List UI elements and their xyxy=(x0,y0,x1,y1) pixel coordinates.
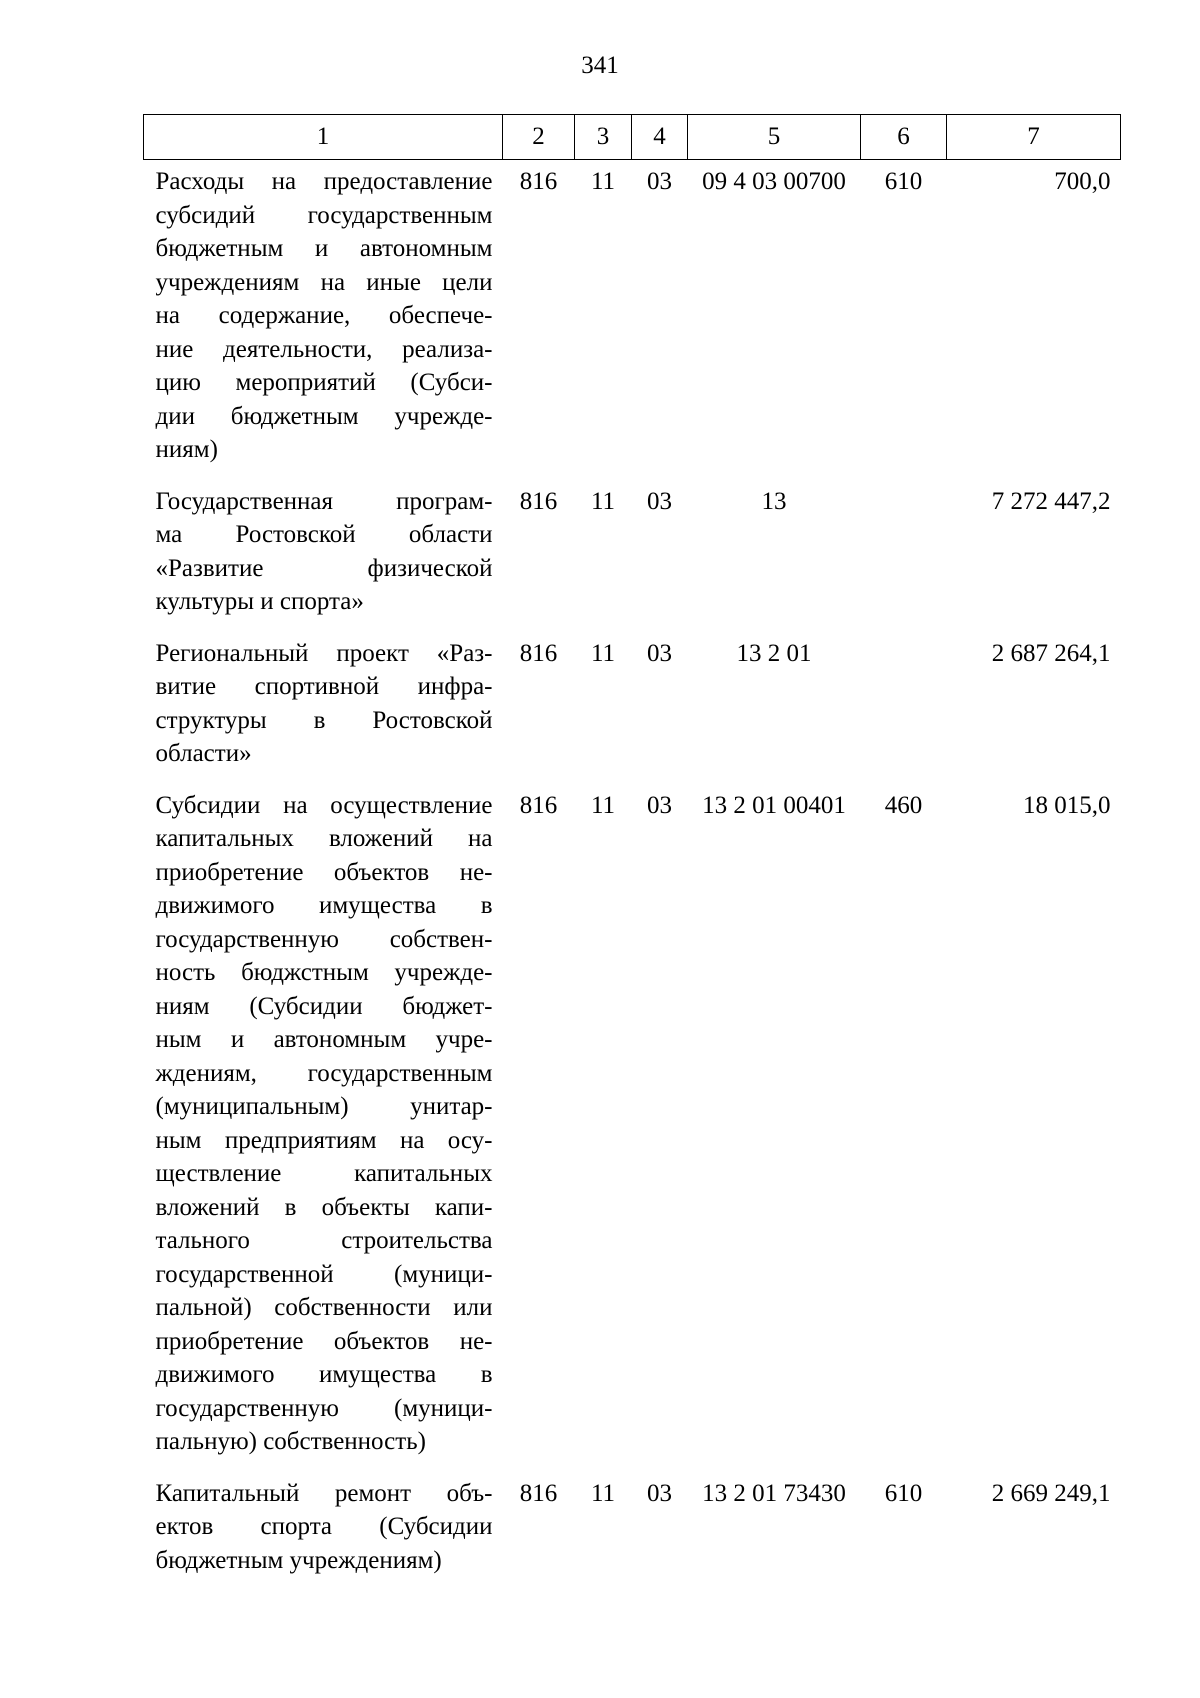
header-cell-3: 3 xyxy=(575,115,632,160)
row-name-line: приобретение объектов не- xyxy=(155,1327,493,1355)
row-name-line: приобретение объектов не- xyxy=(155,858,493,886)
section-code-cell: 11 xyxy=(590,487,616,515)
row-name-line: движимого имущества в xyxy=(155,1361,493,1388)
row-name-line: ждениям, государственным xyxy=(155,1059,493,1087)
target-article-cell: 13 2 01 73430 xyxy=(702,1479,846,1507)
header-cell-5: 5 xyxy=(688,115,861,160)
budget-table xyxy=(143,114,1121,1589)
ministry-code-cell: 816 xyxy=(519,487,558,515)
row-name-line: бюджетным и автономным xyxy=(155,235,493,262)
amount-cell: 2 669 249,1 xyxy=(991,1479,1111,1507)
expense-type-cell: 610 xyxy=(884,168,923,195)
row-name-cell xyxy=(144,783,503,1471)
row-name-line: ектов спорта (Субсидии xyxy=(155,1513,493,1540)
row-name-cell xyxy=(144,1471,503,1590)
ministry-code-cell: 816 xyxy=(519,639,558,667)
target-article-cell: 13 xyxy=(761,487,787,515)
row-name-line: культуры и спорта» xyxy=(155,588,364,615)
row-name-line: субсидий государственным xyxy=(155,201,493,229)
row-name-line: (муниципальным) унитар- xyxy=(155,1093,493,1120)
header-cell-7: 7 xyxy=(947,115,1121,160)
row-name-line: структуры в Ростовской xyxy=(155,706,493,734)
section-code-cell: 11 xyxy=(590,168,616,195)
row-name-line: ниям) xyxy=(155,436,218,463)
expense-type-cell xyxy=(861,631,947,783)
expense-type-cell: 610 xyxy=(884,1479,923,1507)
row-name-line: ма Ростовской области xyxy=(155,521,493,548)
header-cell-6: 6 xyxy=(861,115,947,160)
table-body xyxy=(144,160,1121,1590)
header-cell-4: 4 xyxy=(632,115,688,160)
header-cell-2: 2 xyxy=(503,115,575,160)
table-header xyxy=(144,115,1121,160)
page-number: 341 xyxy=(581,52,619,79)
row-name-cell xyxy=(144,631,503,783)
row-name-line: цию мероприятий (Субси- xyxy=(155,369,493,396)
row-name-line: капитальных вложений на xyxy=(155,825,493,852)
target-article-cell: 13 2 01 xyxy=(736,639,812,667)
row-name-line: вложений в объекты капи- xyxy=(155,1193,493,1221)
row-name-line: государственную собствен- xyxy=(155,925,493,953)
table-row xyxy=(144,479,1121,631)
row-name-line: Капитальный ремонт объ- xyxy=(155,1479,493,1507)
row-name-line: Региональный проект «Раз- xyxy=(155,639,493,667)
header-cell-1: 1 xyxy=(144,115,503,160)
amount-cell: 18 015,0 xyxy=(1023,791,1111,819)
row-name-line: тального строительства xyxy=(155,1227,493,1254)
target-article-cell: 09 4 03 00700 xyxy=(702,168,846,195)
row-name-line: ным и автономным учре- xyxy=(155,1026,493,1053)
row-name-line: области» xyxy=(155,740,252,767)
row-name-line: пальной) собственности или xyxy=(155,1294,493,1321)
header-row xyxy=(144,115,1121,160)
row-name-line: витие спортивной инфра- xyxy=(155,673,493,700)
row-name-line: ниям (Субсидии бюджет- xyxy=(155,992,493,1020)
table-row xyxy=(144,1471,1121,1590)
ministry-code-cell: 816 xyxy=(519,1479,558,1507)
expense-type-cell xyxy=(861,479,947,631)
row-name-line: Субсидии на осуществление xyxy=(155,791,493,819)
row-name-line: ным предприятиям на осу- xyxy=(155,1126,493,1154)
subsection-code-cell: 03 xyxy=(647,1479,672,1507)
subsection-code-cell: 03 xyxy=(647,487,672,515)
row-name-cell xyxy=(144,479,503,631)
table-row xyxy=(144,783,1121,1471)
row-name-line: дии бюджетным учрежде- xyxy=(155,402,493,430)
row-name-line: ществление капитальных xyxy=(155,1160,493,1187)
row-name-line: ность бюджстным учрежде- xyxy=(155,959,493,986)
row-name-line: государственную (муници- xyxy=(155,1394,493,1422)
row-name-line: на содержание, обеспече- xyxy=(155,302,493,329)
subsection-code-cell: 03 xyxy=(647,791,672,819)
amount-cell: 700,0 xyxy=(1054,168,1111,195)
row-name-line: пальную) собственность) xyxy=(155,1428,426,1455)
row-name-line: «Развитие физической xyxy=(155,554,493,582)
row-name-line: учреждениям на иные цели xyxy=(155,268,493,296)
row-name-cell xyxy=(144,160,503,479)
table-row xyxy=(144,160,1121,479)
row-name-line: ние деятельности, реализа- xyxy=(155,335,493,363)
section-code-cell: 11 xyxy=(590,791,616,819)
row-name-line: государственной (муници- xyxy=(155,1260,493,1288)
row-name-line: движимого имущества в xyxy=(155,892,493,919)
amount-cell: 2 687 264,1 xyxy=(991,639,1111,667)
subsection-code-cell: 03 xyxy=(647,639,672,667)
row-name-line: Государственная програм- xyxy=(155,487,493,515)
table-row xyxy=(144,631,1121,783)
ministry-code-cell: 816 xyxy=(519,791,558,819)
subsection-code-cell: 03 xyxy=(647,168,672,195)
expense-type-cell: 460 xyxy=(884,791,923,819)
section-code-cell: 11 xyxy=(590,639,616,667)
row-name-line: бюджетным учреждениям) xyxy=(155,1546,442,1574)
row-name-line: Расходы на предоставление xyxy=(155,168,493,195)
section-code-cell: 11 xyxy=(590,1479,616,1507)
amount-cell: 7 272 447,2 xyxy=(991,487,1111,515)
target-article-cell: 13 2 01 00401 xyxy=(702,791,846,819)
ministry-code-cell: 816 xyxy=(519,168,558,195)
